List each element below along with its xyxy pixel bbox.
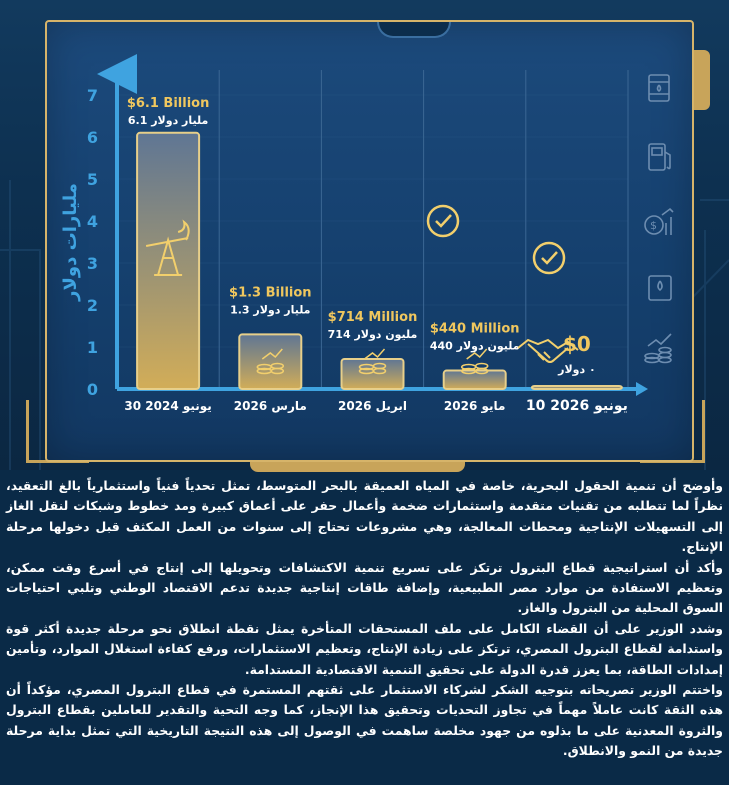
y-tick-label: 7 (86, 86, 98, 105)
oil-drop-icon (649, 276, 671, 300)
article-paragraph: وأكد أن استراتيجية قطاع البترول ترتكز على تسريع تنمية الاكتشافات وتحويلها إلى إنتاج في أسرع وقت ممكن، وتعظيم الاستفادة من موارد مصر الطبيعية، وإضافة طاقات إنتاجية جديدة تدعم الاقتصاد الوطني وتلبي احتياجات السوق المحلية من البترول والغاز. (6, 559, 723, 616)
value-label: $6.1 Billion (126, 95, 210, 111)
x-tick-label: 30 يونيو 2024 (124, 399, 212, 413)
value-label: 440 مليون دولار (429, 339, 520, 353)
x-tick-label: ابريل 2026 (338, 399, 407, 413)
y-tick-label: 0 (86, 380, 98, 399)
y-tick-label: 5 (86, 170, 98, 189)
dollar-growth-icon (645, 209, 673, 235)
fuel-pump-icon (649, 144, 670, 170)
y-tick-label: 4 (86, 212, 98, 231)
x-axis-arrow (636, 382, 648, 396)
value-label: 1.3 مليار دولار (230, 303, 311, 317)
bar (342, 359, 404, 389)
value-label: $0 (562, 332, 591, 356)
value-label: $1.3 Billion (229, 285, 312, 301)
y-tick-label: 2 (86, 296, 98, 315)
article-text (6, 476, 723, 762)
svg-text:$: $ (650, 219, 657, 232)
value-label: ٠ دولار (558, 363, 596, 376)
x-tick-label: مايو 2026 (443, 399, 506, 413)
y-tick-label: 3 (86, 254, 98, 273)
bar (239, 334, 301, 389)
article-paragraph: واختتم الوزير تصريحاته بتوجيه الشكر لشركاء الاستثمار على ثقتهم المستمرة في قطاع البترول المصري، مؤكداً أن هذه الثقة كانت عاملاً مهماً في تجاوز التحديات وتحقيق هذا الإنجاز، كما وجه التحية والتقدير للعاملين بقطاع البترول والثروة المعدنية على ما بذلوه من جهود مخلصة ساهمت في الوصول إلى هذه النتيجة التاريخية التي تمثل بداية مرحلة جديدة من النمو والانطلاق. (6, 682, 723, 759)
y-tick-label: 6 (86, 128, 98, 147)
oil-barrel-icon (649, 75, 669, 101)
coin-growth-icon (645, 334, 671, 363)
check-icon (534, 243, 564, 273)
x-tick-label: 10 يونيو 2026 (525, 398, 628, 414)
bar (137, 133, 199, 389)
bar (532, 386, 622, 389)
side-icon-column (640, 70, 680, 380)
article-paragraph: وأوضح أن تنمية الحقول البحرية، خاصة في المياه العميقة بالبحر المتوسط، تمثل تحدياً فنياً واستثمارياً بالغ التعقيد، نظراً لما تتطلبه من تقنيات متقدمة واستثمارات ضخمة وأعمال حفر على أعماق كبيرة ومد خطوط وشبكات لنقل الغاز إلى التسهيلات الإنتاجية ومحطات المعالجة، وهي مشروعات تحتاج إلى سنوات من العمل المكثف قبل دخولها مرحلة الإنتاج. (6, 478, 723, 555)
x-tick-label: مارس 2026 (233, 399, 307, 413)
y-axis-label: مليارات دولار (60, 183, 81, 301)
value-label: 714 مليون دولار (327, 328, 418, 342)
value-label: $440 Million (429, 321, 520, 337)
value-label: $714 Million (327, 310, 418, 326)
value-label: 6.1 مليار دولار (127, 113, 209, 127)
article-paragraph: وشدد الوزير على أن القضاء الكامل على ملف المستحقات المتأخرة يمثل نقطة انطلاق نحو مرحلة جديدة أكثر قوة واستدامة لقطاع البترول المصري، ترتكز على زيادة الإنتاج، وتعظيم الاستثمارات، ورفع كفاءة استغلال الموارد، وتأمين إمدادات الطاقة، بما يعزز قدرة الدولة على تحقيق التنمية الاقتصادية المستدامة. (6, 620, 723, 677)
y-tick-label: 1 (86, 338, 98, 357)
